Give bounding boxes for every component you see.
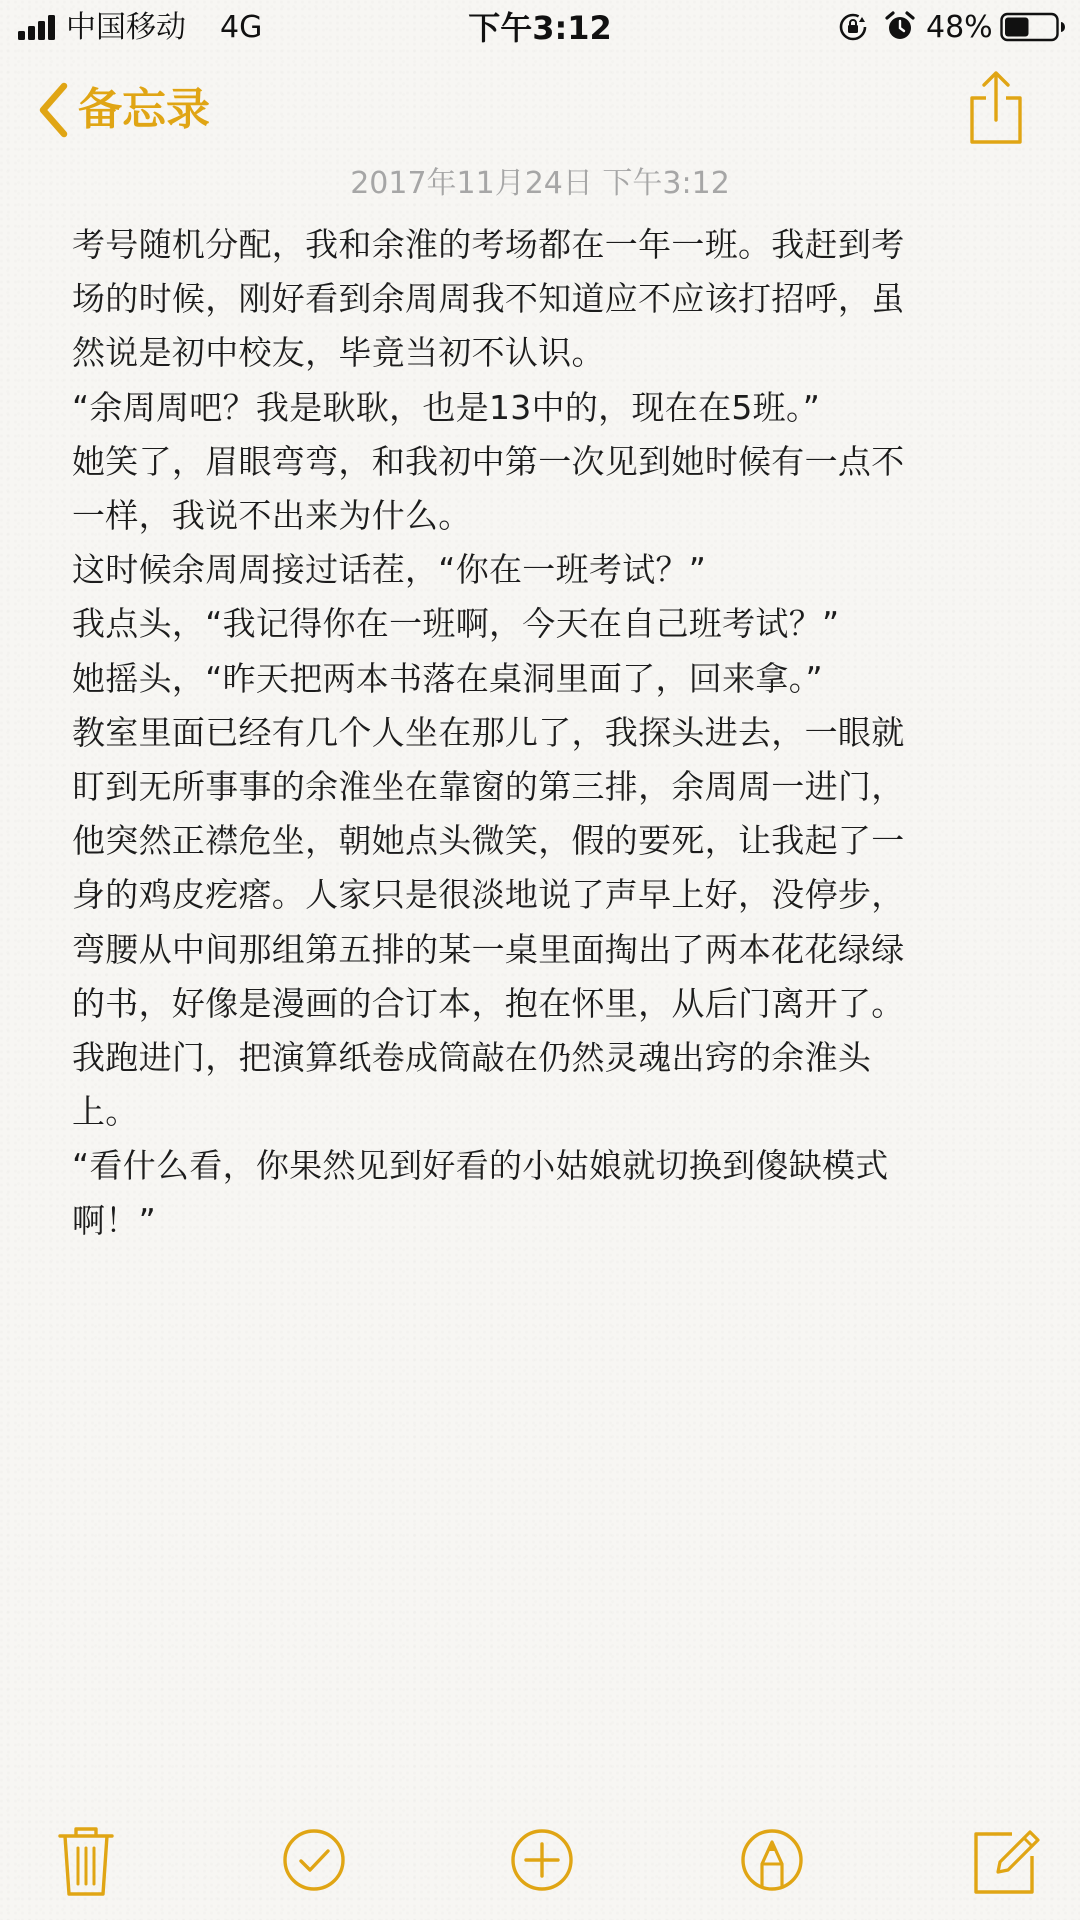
note-line: 这时候余周周接过话茬，“你在一班考试？” [72, 550, 707, 590]
note-line: 弯腰从中间那组第五排的某一桌里面掏出了两本花花绿绿 [72, 929, 905, 969]
note-line: 我点头，“我记得你在一班啊，今天在自己班考试？” [72, 604, 840, 644]
note-date: 2017年11月24日 下午3:12 [350, 166, 730, 201]
note-line: 盯到无所事事的余淮坐在靠窗的第三排，余周周一进门， [72, 767, 905, 807]
back-label: 备忘录 [78, 84, 210, 135]
note-line: 教室里面已经有几个人坐在那儿了，我探头进去，一眼就 [72, 712, 905, 752]
bottom-toolbar [0, 1820, 1080, 1906]
note-line: 身的鸡皮疙瘩。人家只是很淡地说了声早上好，没停步， [72, 875, 905, 915]
note-line: 他突然正襟危坐，朝她点头微笑，假的要死，让我起了一 [72, 821, 905, 861]
note-line: 她摇头，“昨天把两本书落在桌洞里面了，回来拿。” [72, 658, 823, 698]
chevron-left-icon [36, 81, 70, 139]
status-bar [0, 0, 1080, 56]
sketch-icon[interactable] [732, 1820, 812, 1900]
checklist-icon[interactable] [274, 1820, 354, 1900]
note-line: 场的时候，刚好看到余周周我不知道应不应该打招呼，虽 [72, 279, 905, 319]
note-line: 我跑进门，把演算纸卷成筒敲在仍然灵魂出窍的余淮头 [72, 1038, 872, 1078]
note-line: “余周周吧？我是耿耿，也是13中的，现在在5班。” [72, 387, 821, 427]
share-icon[interactable] [966, 70, 1026, 146]
battery-percentage: 48% [926, 10, 993, 45]
note-line: 考号随机分配，我和余淮的考场都在一年一班。我赶到考 [72, 225, 905, 264]
note-line: 上。 [72, 1092, 139, 1132]
alarm-icon [884, 10, 916, 42]
network-type: 4G [220, 10, 263, 45]
note-line: 的书，好像是漫画的合订本，抱在怀里，从后门离开了。 [72, 983, 905, 1023]
note-line: 啊！” [72, 1200, 156, 1240]
trash-icon[interactable] [46, 1820, 126, 1900]
status-time: 下午3:12 [468, 9, 612, 47]
note-line: 然说是初中校友，毕竟当初不认识。 [72, 333, 605, 373]
add-icon[interactable] [502, 1820, 582, 1900]
note-body[interactable] [72, 218, 1012, 1248]
battery-icon [1000, 12, 1066, 42]
note-line: “看什么看，你果然见到好看的小姑娘就切换到傻缺模式 [72, 1146, 889, 1186]
note-line: 一样，我说不出来为什么。 [72, 496, 472, 536]
carrier-name: 中国移动 [66, 10, 186, 45]
note-line: 她笑了，眉眼弯弯，和我初中第一次见到她时候有一点不 [72, 441, 905, 481]
compose-icon[interactable] [968, 1820, 1048, 1900]
back-button[interactable] [36, 78, 210, 142]
rotation-lock-icon [838, 12, 868, 42]
